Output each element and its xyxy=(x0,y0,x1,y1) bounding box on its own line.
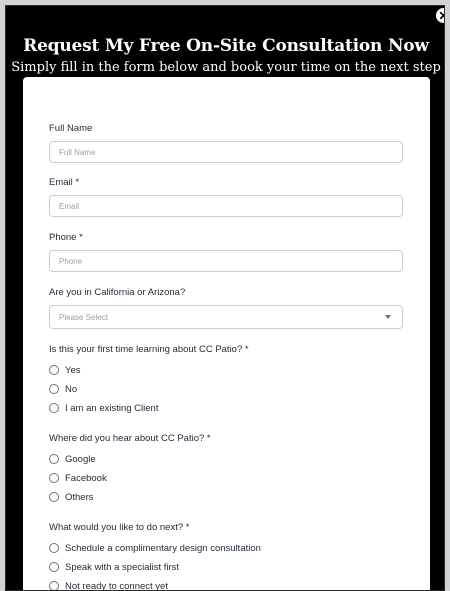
state-label xyxy=(49,287,185,298)
phone-label xyxy=(49,232,83,243)
radio-option-speak-specialist[interactable] xyxy=(49,560,179,574)
radio-option-no[interactable] xyxy=(49,382,77,396)
full-name-field[interactable] xyxy=(49,141,403,163)
radio-option-schedule[interactable] xyxy=(49,541,261,555)
radio-option-yes[interactable] xyxy=(49,363,81,377)
radio-button[interactable] xyxy=(49,454,59,464)
radio-option-google[interactable] xyxy=(49,452,96,466)
required-mark: * xyxy=(75,177,80,188)
email-label xyxy=(49,177,79,188)
radio-label: Facebook xyxy=(65,472,107,484)
form-card xyxy=(23,77,430,591)
radio-label: Yes xyxy=(65,364,81,376)
radio-button[interactable] xyxy=(49,365,59,375)
radio-button[interactable] xyxy=(49,403,59,413)
required-mark: * xyxy=(79,232,83,243)
state-select[interactable] xyxy=(49,305,403,329)
phone-field[interactable] xyxy=(49,250,403,272)
page-title: Request My Free On-Site Consultation Now xyxy=(23,36,429,56)
source-label xyxy=(49,433,211,444)
next-step-label xyxy=(49,522,189,533)
radio-label: Speak with a specialist first xyxy=(65,561,180,573)
radio-label: Not ready to connect yet xyxy=(65,580,168,591)
radio-label: Google xyxy=(65,453,96,465)
radio-label: Schedule a complimentary design consultation xyxy=(65,542,261,554)
close-button[interactable] xyxy=(434,6,445,25)
full-name-label xyxy=(49,123,92,134)
first-time-label xyxy=(49,344,249,355)
radio-label: I am an existing Client xyxy=(65,402,159,414)
radio-option-others[interactable] xyxy=(49,490,94,504)
radio-button[interactable] xyxy=(49,562,59,572)
source-label-text: Where did you hear about CC Patio? xyxy=(49,433,205,444)
radio-option-existing-client[interactable] xyxy=(49,401,158,415)
required-mark: * xyxy=(206,433,211,444)
modal-header xyxy=(6,36,445,77)
radio-option-facebook[interactable] xyxy=(49,471,107,485)
required-mark: * xyxy=(244,344,249,355)
full-name-label-text: Full Name xyxy=(49,123,93,134)
radio-button[interactable] xyxy=(49,492,59,502)
radio-label: Others xyxy=(65,491,94,503)
email-label-text: Email xyxy=(49,177,73,188)
chevron-down-icon xyxy=(385,315,391,319)
first-time-label-text: Is this your first time learning about CC Patio? xyxy=(49,344,243,355)
phone-label-text: Phone xyxy=(49,232,77,243)
radio-button[interactable] xyxy=(49,384,59,394)
radio-label: No xyxy=(65,383,78,395)
radio-button[interactable] xyxy=(49,473,59,483)
radio-button[interactable] xyxy=(49,543,59,553)
required-mark: * xyxy=(185,522,190,533)
next-step-label-text: What would you like to do next? xyxy=(49,522,184,533)
state-select-value: Please Select xyxy=(59,312,108,322)
state-label-text: Are you in California or Arizona? xyxy=(49,287,186,298)
consultation-modal xyxy=(5,5,445,591)
radio-button[interactable] xyxy=(49,581,59,591)
close-icon xyxy=(439,11,445,20)
email-field[interactable] xyxy=(49,195,403,217)
page-subtitle: Simply fill in the form below and book your time on the next step xyxy=(11,60,441,75)
radio-option-not-ready[interactable] xyxy=(49,579,168,591)
